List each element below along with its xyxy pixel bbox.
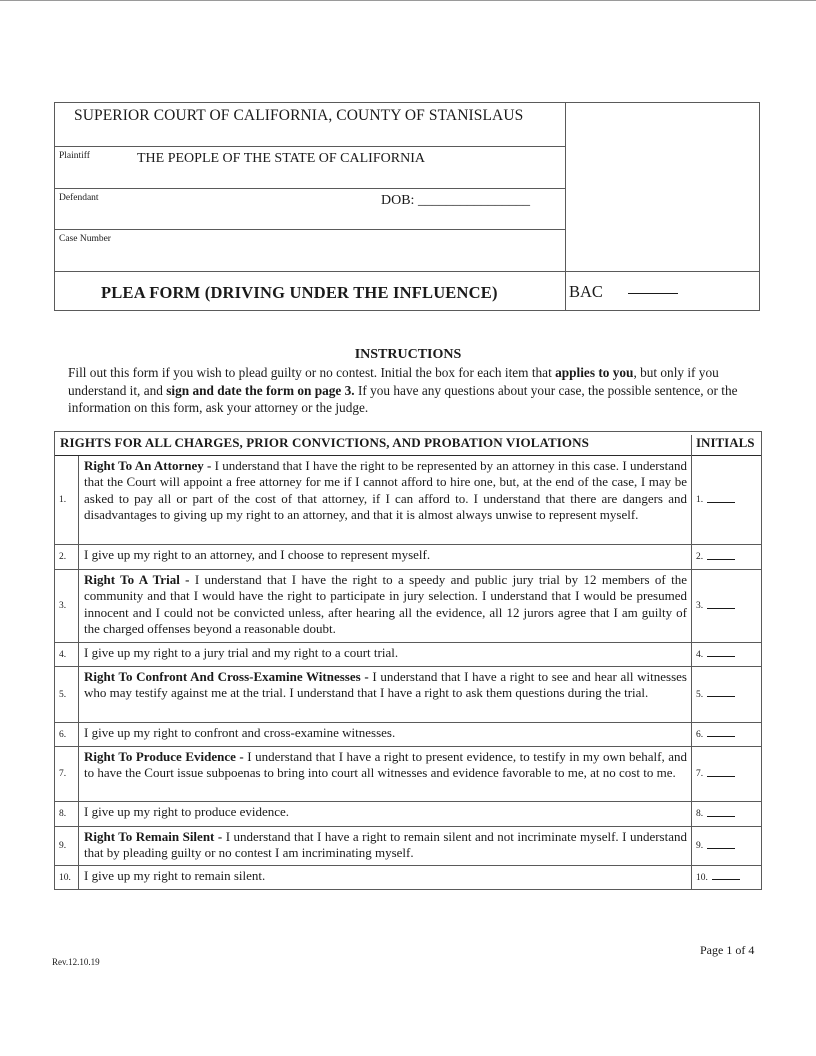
initials-blank[interactable] bbox=[712, 879, 740, 880]
row-body: I understand that I have the right to be represented by an attorney in this case. I understand that the Court will appoint a free attorney for me if I cannot afford to hire one, but, at the end of the case, I may be asked to pay all or part of the cost of that attorney, if I can afford to. I understand that there are dangers and disadvantages to giving up my right to an attorney, and that it is almost always unwise to represent myself. bbox=[84, 458, 687, 523]
initials-field[interactable] bbox=[691, 456, 761, 544]
court-name: SUPERIOR COURT OF CALIFORNIA, COUNTY OF STANISLAUS bbox=[74, 107, 524, 124]
instructions-title: INSTRUCTIONS bbox=[354, 347, 462, 362]
row-number: 8. bbox=[55, 802, 79, 826]
initials-number: 7. bbox=[696, 769, 704, 779]
row-text bbox=[79, 456, 691, 544]
row-text bbox=[79, 866, 691, 889]
row-text bbox=[79, 827, 691, 865]
case-number-label: Case Number bbox=[59, 234, 111, 244]
instructions-part2: , but only if you understand it, and bbox=[68, 365, 719, 398]
defendant-label: Defendant bbox=[59, 193, 99, 203]
row-title: Right To Produce Evidence - bbox=[84, 749, 244, 764]
defendant-field[interactable] bbox=[55, 189, 565, 230]
initials-number: 1. bbox=[696, 495, 704, 505]
row-title: Right To An Attorney - bbox=[84, 458, 212, 473]
dob-field[interactable]: DOB: ________________ bbox=[381, 193, 530, 208]
initials-blank[interactable] bbox=[707, 696, 735, 697]
instructions-part1: Fill out this form if you wish to plead guilty or no contest. Initial the box for each item that bbox=[68, 365, 556, 380]
row-text bbox=[79, 802, 691, 826]
row-body: I give up my right to confront and cross-examine witnesses. bbox=[84, 725, 396, 740]
row-number: 1. bbox=[55, 456, 79, 544]
row-text bbox=[79, 667, 691, 722]
plaintiff-label: Plaintiff bbox=[59, 151, 90, 161]
row-body: I understand that I have a right to present evidence, to testify in my own behalf, and to have the Court issue subpoenas to bring into court all witnesses and evidence favorable to me, at no cost to me. bbox=[84, 749, 687, 781]
initials-number: 2. bbox=[696, 552, 704, 562]
rights-row bbox=[55, 866, 761, 889]
row-title: Right To Confront And Cross-Examine Witnesses - bbox=[84, 669, 369, 684]
initials-field[interactable] bbox=[691, 747, 761, 801]
row-number: 4. bbox=[55, 643, 79, 666]
rights-row bbox=[55, 667, 761, 723]
case-caption-box bbox=[54, 102, 760, 311]
row-number: 2. bbox=[55, 545, 79, 569]
row-text bbox=[79, 545, 691, 569]
initials-blank[interactable] bbox=[707, 608, 735, 609]
rights-row bbox=[55, 456, 761, 545]
instructions-text bbox=[68, 364, 760, 417]
initials-field[interactable] bbox=[691, 866, 761, 889]
row-body: I give up my right to produce evidence. bbox=[84, 804, 290, 819]
row-body: I understand that I have a right to remain silent and not incriminate myself. I understand that by pleading guilty or no contest I am incriminating myself. bbox=[84, 829, 687, 861]
row-body: I give up my right to an attorney, and I choose to represent myself. bbox=[84, 547, 431, 562]
row-title: Right To Remain Silent - bbox=[84, 829, 223, 844]
row-number: 5. bbox=[55, 667, 79, 722]
row-body: I understand that I have a right to see and hear all witnesses who may testify against me at the trial. I understand that I have a right to ask them questions during the trial. bbox=[84, 669, 687, 701]
initials-field[interactable] bbox=[691, 667, 761, 722]
row-title: Right To A Trial - bbox=[84, 572, 190, 587]
row-body: I understand that I have the right to a speedy and public jury trial by 12 members of the community and that I would have the right to participate in jury selection. I understand that I would be presumed innocent and I could not be convicted unless, after hearing all the evidence, all 12 jurors agree that I am guilty of the charged offenses beyond a reasonable doubt. bbox=[84, 572, 687, 637]
court-stamp-area bbox=[565, 103, 760, 271]
row-number: 3. bbox=[55, 570, 79, 642]
initials-field[interactable] bbox=[691, 545, 761, 569]
instructions-bold2: sign and date the form on page 3. bbox=[166, 382, 355, 398]
initials-blank[interactable] bbox=[707, 502, 735, 503]
instructions-bold1: applies to you bbox=[555, 365, 634, 380]
instructions-part3: If you have any questions about your case, the possible sentence, or the information on this form, ask your attorney or the judge. bbox=[68, 382, 738, 415]
rights-row bbox=[55, 747, 761, 802]
initials-blank[interactable] bbox=[707, 656, 735, 657]
initials-field[interactable] bbox=[691, 723, 761, 746]
initials-field[interactable] bbox=[691, 802, 761, 826]
row-text bbox=[79, 723, 691, 746]
initials-blank[interactable] bbox=[707, 776, 735, 777]
row-text bbox=[79, 643, 691, 666]
rights-row bbox=[55, 643, 761, 667]
initials-heading: INITIALS bbox=[691, 435, 755, 456]
row-body: I give up my right to a jury trial and my right to a court trial. bbox=[84, 645, 399, 660]
rights-row bbox=[55, 827, 761, 866]
bac-field[interactable] bbox=[565, 272, 760, 311]
row-number: 7. bbox=[55, 747, 79, 801]
initials-blank[interactable] bbox=[707, 736, 735, 737]
plaintiff-field[interactable] bbox=[55, 147, 565, 189]
initials-blank[interactable] bbox=[707, 848, 735, 849]
plaintiff-value: THE PEOPLE OF THE STATE OF CALIFORNIA bbox=[137, 151, 425, 166]
caption-left bbox=[55, 103, 565, 271]
initials-number: 3. bbox=[696, 601, 704, 611]
bac-blank-line[interactable] bbox=[628, 293, 678, 294]
rights-table bbox=[54, 431, 762, 890]
initials-number: 4. bbox=[696, 649, 704, 660]
initials-number: 8. bbox=[696, 809, 704, 819]
initials-blank[interactable] bbox=[707, 559, 735, 560]
row-text bbox=[79, 570, 691, 642]
initials-field[interactable] bbox=[691, 827, 761, 865]
initials-field[interactable] bbox=[691, 643, 761, 666]
initials-field[interactable] bbox=[691, 570, 761, 642]
title-row bbox=[55, 271, 760, 311]
initials-number: 9. bbox=[696, 841, 704, 851]
row-number: 6. bbox=[55, 723, 79, 746]
case-number-field[interactable] bbox=[55, 230, 565, 271]
page-top-rule bbox=[0, 0, 816, 1]
form-title: PLEA FORM (DRIVING UNDER THE INFLUENCE) bbox=[101, 283, 498, 302]
court-row bbox=[55, 103, 565, 147]
page-number: Page 1 of 4 bbox=[700, 943, 755, 957]
initials-number: 5. bbox=[696, 689, 704, 700]
initials-number: 10. bbox=[696, 872, 708, 883]
initials-blank[interactable] bbox=[707, 816, 735, 817]
row-text bbox=[79, 747, 691, 801]
row-number: 9. bbox=[55, 827, 79, 865]
rights-row bbox=[55, 545, 761, 570]
row-number: 10. bbox=[55, 866, 79, 889]
rights-row bbox=[55, 723, 761, 747]
row-body: I give up my right to remain silent. bbox=[84, 868, 266, 883]
rights-row bbox=[55, 570, 761, 643]
rights-row bbox=[55, 802, 761, 827]
bac-label: BAC bbox=[569, 282, 603, 301]
rights-table-header bbox=[55, 432, 761, 456]
revision-date: Rev.12.10.19 bbox=[52, 957, 100, 967]
rights-heading: RIGHTS FOR ALL CHARGES, PRIOR CONVICTIONS, AND PROBATION VIOLATIONS bbox=[60, 435, 589, 450]
initials-number: 6. bbox=[696, 729, 704, 740]
